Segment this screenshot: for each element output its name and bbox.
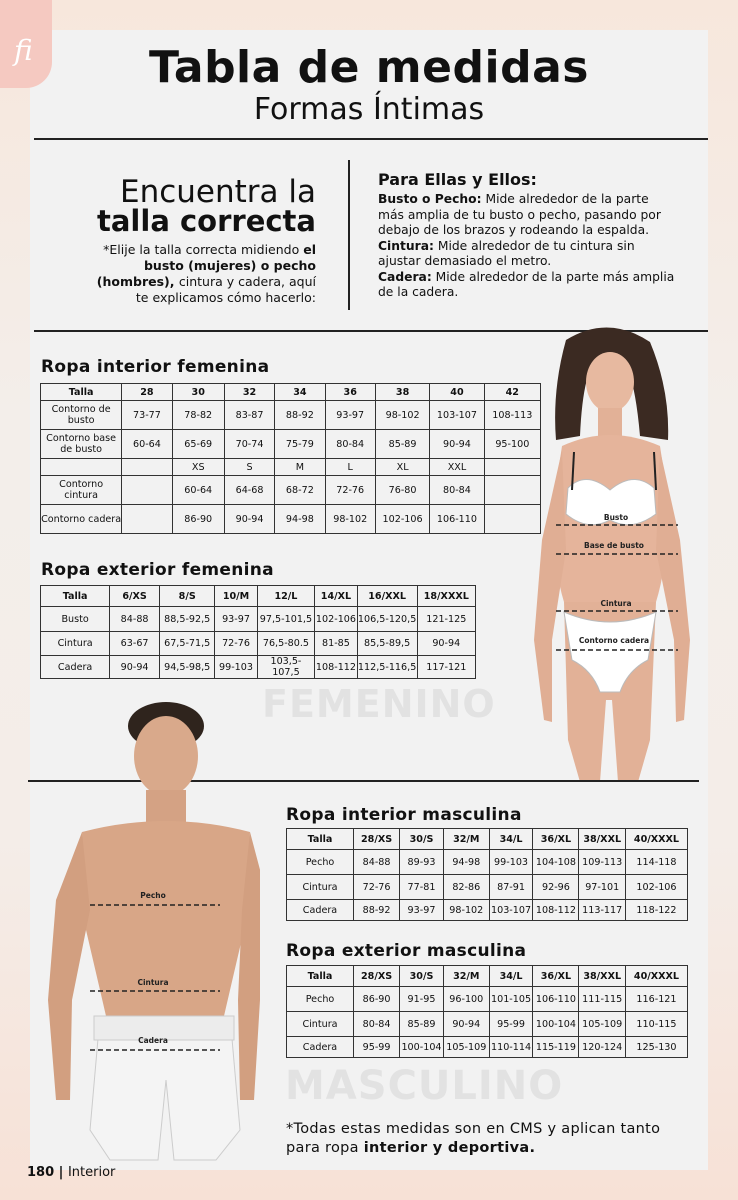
table-cell: 6/XS <box>110 586 160 607</box>
divider-vertical <box>348 160 350 310</box>
table-cell: 111-115 <box>579 987 626 1012</box>
guide-term-busto: Busto o Pecho: <box>378 192 482 206</box>
table-cell: 16/XXL <box>357 586 417 607</box>
row-label: Talla <box>41 384 122 401</box>
table-cell: 85-89 <box>375 430 429 459</box>
table-cell: 65-69 <box>172 430 224 459</box>
row-label: Cadera <box>41 656 110 679</box>
table-cell: 88,5-92,5 <box>159 607 214 632</box>
page-number: 180 <box>27 1165 55 1180</box>
row-label: Contorno base de busto <box>41 430 122 459</box>
table-cell: 30/S <box>400 966 444 987</box>
guide-title: Para Ellas y Ellos: <box>378 170 537 189</box>
table-row <box>41 401 541 430</box>
table-cell: 121-125 <box>417 607 475 632</box>
table-row <box>41 476 541 505</box>
table-cell: 109-113 <box>579 850 626 875</box>
row-label: Contorno cadera <box>41 505 122 534</box>
table-cell: 83-87 <box>224 401 274 430</box>
table-cell: 86-90 <box>354 987 400 1012</box>
table-cell: 105-109 <box>443 1037 489 1058</box>
table-cell: 90-94 <box>430 430 484 459</box>
table-cell: 102-106 <box>375 505 429 534</box>
table-cell: 38/XXL <box>579 966 626 987</box>
table-cell: 80-84 <box>325 430 375 459</box>
table-cell: 98-102 <box>325 505 375 534</box>
table-cell: 95-100 <box>484 430 540 459</box>
table-cell: 120-124 <box>579 1037 626 1058</box>
footnote-text: *Todas estas medidas son en CMS y aplican tanto para ropa <box>286 1121 661 1156</box>
table-cell: M <box>275 459 325 476</box>
table-cell: 92-96 <box>533 875 579 900</box>
row-label: Contorno de busto <box>41 401 122 430</box>
table-row <box>41 459 541 476</box>
table-cell: 75-79 <box>275 430 325 459</box>
row-label: Talla <box>287 829 354 850</box>
table-cell: 114-118 <box>625 850 687 875</box>
table-cell: 98-102 <box>375 401 429 430</box>
table-int-masc <box>286 828 688 921</box>
table-cell <box>122 459 172 476</box>
table-cell: 10/M <box>215 586 257 607</box>
table-row <box>41 430 541 459</box>
table-cell: 78-82 <box>172 401 224 430</box>
woman-label-cadera: Contorno cadera <box>578 636 650 645</box>
table-cell: 99-103 <box>215 656 257 679</box>
title-int-fem: Ropa interior femenina <box>41 357 270 377</box>
table-cell: 42 <box>484 384 540 401</box>
table-cell: 97,5-101,5 <box>257 607 315 632</box>
find-heading-line1: Encuentra la <box>119 174 316 210</box>
guide-text-cadera: Mide alrededor de la parte más amplia de la cadera. <box>378 269 675 299</box>
table-row <box>287 829 688 850</box>
page-section: Interior <box>67 1165 116 1180</box>
table-cell: 60-64 <box>122 430 172 459</box>
table-cell: 102-106 <box>625 875 687 900</box>
table-row <box>287 850 688 875</box>
table-row <box>287 1037 688 1058</box>
man-label-cadera: Cadera <box>138 1036 168 1045</box>
table-cell: 72-76 <box>354 875 400 900</box>
table-cell: 113-117 <box>579 900 626 921</box>
table-cell: 91-95 <box>400 987 444 1012</box>
table-cell: 90-94 <box>110 656 160 679</box>
table-cell: S <box>224 459 274 476</box>
table-cell: 88-92 <box>354 900 400 921</box>
table-cell: 85-89 <box>400 1012 444 1037</box>
row-label: Contorno cintura <box>41 476 122 505</box>
table-cell: 93-97 <box>325 401 375 430</box>
table-int-fem <box>40 383 541 534</box>
table-cell: 40/XXXL <box>625 829 687 850</box>
table-cell: XL <box>375 459 429 476</box>
table-cell: 85,5-89,5 <box>357 632 417 656</box>
man-model-figure <box>30 700 260 1170</box>
guide-text-busto: Mide alrededor de la parte más amplia de tu busto o pecho, pasando por debajo de los brazos y rodeando la espalda. <box>378 192 661 237</box>
table-cell: 110-114 <box>489 1037 533 1058</box>
table-row <box>41 384 541 401</box>
table-cell: 102-106 <box>315 607 357 632</box>
guide-term-cintura: Cintura: <box>378 238 434 253</box>
table-cell: 103,5-107,5 <box>257 656 315 679</box>
table-cell: XXL <box>430 459 484 476</box>
table-cell: 34/L <box>489 829 533 850</box>
woman-label-busto: Busto <box>603 513 629 522</box>
table-cell: 64-68 <box>224 476 274 505</box>
table-cell: 90-94 <box>417 632 475 656</box>
man-label-pecho: Pecho <box>140 891 166 900</box>
table-cell: 40 <box>430 384 484 401</box>
table-cell: 125-130 <box>625 1037 687 1058</box>
row-label: Cintura <box>287 1012 354 1037</box>
table-cell: 100-104 <box>533 1012 579 1037</box>
intro-note <box>92 242 316 306</box>
table-cell: 80-84 <box>354 1012 400 1037</box>
table-cell: 40/XXXL <box>625 966 687 987</box>
watermark-masculino: MASCULINO <box>285 1063 564 1109</box>
table-row <box>41 632 476 656</box>
man-label-cintura: Cintura <box>137 978 169 987</box>
table-cell: 90-94 <box>224 505 274 534</box>
table-cell: 30/S <box>400 829 444 850</box>
intro-note-part1: *Elije la talla correcta midiendo <box>103 242 304 257</box>
table-cell: 88-92 <box>275 401 325 430</box>
table-row <box>41 586 476 607</box>
table-cell: 18/XXXL <box>417 586 475 607</box>
table-cell: 100-104 <box>400 1037 444 1058</box>
page-title: Tabla de medidas <box>149 42 589 93</box>
table-ext-fem <box>40 585 476 679</box>
table-cell: 106,5-120,5 <box>357 607 417 632</box>
table-cell: 90-94 <box>443 1012 489 1037</box>
table-cell: 106-110 <box>430 505 484 534</box>
table-cell: 68-72 <box>275 476 325 505</box>
watermark-femenino: FEMENINO <box>262 682 496 726</box>
table-cell: 117-121 <box>417 656 475 679</box>
table-cell: 67,5-71,5 <box>159 632 214 656</box>
man-body <box>48 702 260 1160</box>
table-cell: 95-99 <box>354 1037 400 1058</box>
table-cell: 103-107 <box>489 900 533 921</box>
table-cell: 106-110 <box>533 987 579 1012</box>
table-cell: 89-93 <box>400 850 444 875</box>
table-cell: 104-108 <box>533 850 579 875</box>
table-cell: 105-109 <box>579 1012 626 1037</box>
intro-note-bold: el busto (mujeres) o pecho (hombres), <box>96 242 316 289</box>
table-cell: 108-112 <box>533 900 579 921</box>
table-cell: 116-121 <box>625 987 687 1012</box>
table-cell: 108-112 <box>315 656 357 679</box>
table-cell: 12/L <box>257 586 315 607</box>
row-label: Cadera <box>287 900 354 921</box>
table-cell: 84-88 <box>354 850 400 875</box>
guide-text-cintura: Mide alrededor de tu cintura sin ajustar demasiado el metro. <box>378 238 635 268</box>
table-cell: 93-97 <box>400 900 444 921</box>
table-cell: 101-105 <box>489 987 533 1012</box>
table-row <box>41 607 476 632</box>
table-cell: 103-107 <box>430 401 484 430</box>
table-cell: 14/XL <box>315 586 357 607</box>
table-row <box>287 875 688 900</box>
row-label <box>41 459 122 476</box>
table-cell: 110-115 <box>625 1012 687 1037</box>
table-row <box>287 900 688 921</box>
table-cell: 94-98 <box>275 505 325 534</box>
intro-note-part2: cintura y cadera, aquí te explicamos cómo hacerlo: <box>135 274 316 305</box>
table-cell: 93-97 <box>215 607 257 632</box>
row-label: Pecho <box>287 850 354 875</box>
table-cell: 86-90 <box>172 505 224 534</box>
row-label: Talla <box>41 586 110 607</box>
table-row <box>41 656 476 679</box>
row-label: Pecho <box>287 987 354 1012</box>
table-cell: 94-98 <box>443 850 489 875</box>
row-label: Cadera <box>287 1037 354 1058</box>
table-cell: 63-67 <box>110 632 160 656</box>
table-cell: 77-81 <box>400 875 444 900</box>
logo-mark: fi <box>14 34 33 67</box>
table-cell: 76-80 <box>375 476 429 505</box>
table-cell: 70-74 <box>224 430 274 459</box>
table-cell: 72-76 <box>215 632 257 656</box>
table-cell: 34/L <box>489 966 533 987</box>
table-cell: 36/XL <box>533 829 579 850</box>
row-label: Busto <box>41 607 110 632</box>
table-cell: 80-84 <box>430 476 484 505</box>
table-cell: 28 <box>122 384 172 401</box>
table-cell: 97-101 <box>579 875 626 900</box>
table-cell: 72-76 <box>325 476 375 505</box>
table-cell: 36 <box>325 384 375 401</box>
table-cell: 32/M <box>443 966 489 987</box>
woman-label-cintura: Cintura <box>600 599 632 608</box>
page-separator: | <box>54 1165 68 1180</box>
table-cell: 38 <box>375 384 429 401</box>
table-cell: 108-113 <box>484 401 540 430</box>
table-cell: 81-85 <box>315 632 357 656</box>
row-label: Cintura <box>287 875 354 900</box>
table-cell: 8/S <box>159 586 214 607</box>
woman-model-figure <box>528 320 698 782</box>
table-cell: 34 <box>275 384 325 401</box>
page-footer <box>27 1165 115 1180</box>
table-cell: 94,5-98,5 <box>159 656 214 679</box>
title-ext-fem: Ropa exterior femenina <box>41 560 274 580</box>
table-cell: 28/XS <box>354 829 400 850</box>
table-cell: 84-88 <box>110 607 160 632</box>
page-subtitle: Formas Íntimas <box>253 92 485 127</box>
title-int-masc: Ropa interior masculina <box>286 805 522 825</box>
divider-top <box>34 138 708 140</box>
footnote <box>286 1120 686 1158</box>
table-row <box>287 966 688 987</box>
table-cell: 38/XXL <box>579 829 626 850</box>
table-ext-masc <box>286 965 688 1058</box>
table-row <box>287 1012 688 1037</box>
table-cell: 112,5-116,5 <box>357 656 417 679</box>
table-cell <box>122 505 172 534</box>
table-cell: 30 <box>172 384 224 401</box>
table-row <box>287 987 688 1012</box>
table-cell: 28/XS <box>354 966 400 987</box>
table-cell <box>122 476 172 505</box>
title-ext-masc: Ropa exterior masculina <box>286 941 527 961</box>
footnote-bold: interior y deportiva. <box>363 1140 536 1156</box>
table-cell: 73-77 <box>122 401 172 430</box>
guide-term-cadera: Cadera: <box>378 269 432 284</box>
table-cell: L <box>325 459 375 476</box>
table-cell: 36/XL <box>533 966 579 987</box>
row-label: Cintura <box>41 632 110 656</box>
guide-body <box>378 192 676 301</box>
table-cell: 76,5-80.5 <box>257 632 315 656</box>
table-cell: 32/M <box>443 829 489 850</box>
table-cell: 98-102 <box>443 900 489 921</box>
table-cell: 115-119 <box>533 1037 579 1058</box>
table-cell: 60-64 <box>172 476 224 505</box>
woman-label-base: Base de busto <box>584 541 644 550</box>
table-cell: 87-91 <box>489 875 533 900</box>
table-row <box>41 505 541 534</box>
row-label: Talla <box>287 966 354 987</box>
find-heading-line2: talla correcta <box>97 204 316 238</box>
table-cell: 96-100 <box>443 987 489 1012</box>
table-cell: 95-99 <box>489 1012 533 1037</box>
table-cell: 99-103 <box>489 850 533 875</box>
table-cell: XS <box>172 459 224 476</box>
table-cell: 32 <box>224 384 274 401</box>
table-cell: 118-122 <box>625 900 687 921</box>
table-cell: 82-86 <box>443 875 489 900</box>
